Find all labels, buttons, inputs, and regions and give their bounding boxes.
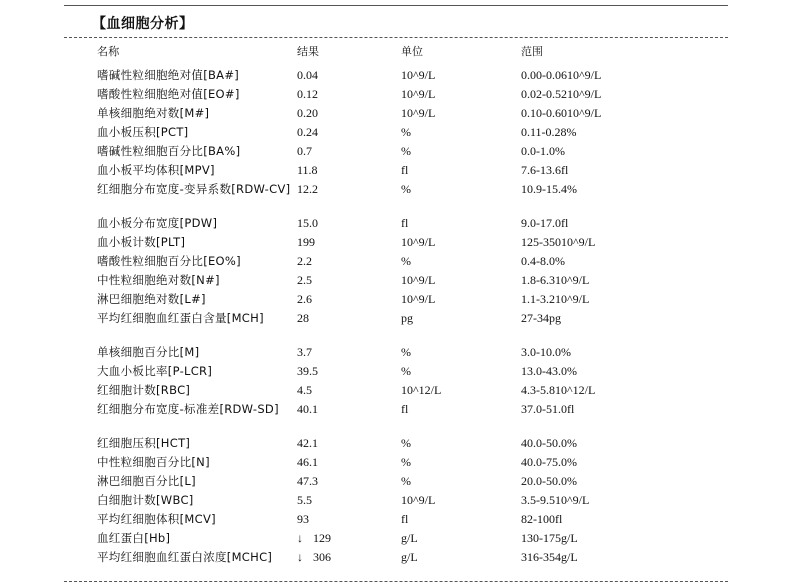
test-result: 93 bbox=[297, 512, 309, 526]
test-range: 1.1-3.210^9/L bbox=[521, 292, 590, 306]
results-table bbox=[0, 66, 793, 582]
table-row bbox=[0, 290, 793, 309]
test-unit: % bbox=[401, 254, 411, 268]
test-range: 20.0-50.0% bbox=[521, 474, 577, 488]
test-result-cell bbox=[297, 87, 318, 102]
table-row bbox=[0, 472, 793, 491]
test-result: 47.3 bbox=[297, 474, 318, 488]
test-result: 5.5 bbox=[297, 493, 312, 507]
test-name: 血小板分布宽度[PDW] bbox=[97, 216, 218, 230]
test-result: 199 bbox=[297, 235, 315, 249]
table-row bbox=[0, 510, 793, 529]
test-result-cell bbox=[297, 512, 309, 527]
test-name: 血小板平均体积[MPV] bbox=[97, 163, 215, 177]
table-row bbox=[0, 66, 793, 85]
table-row bbox=[0, 233, 793, 252]
table-row bbox=[0, 85, 793, 104]
test-name: 嗜碱性粒细胞百分比[BA%] bbox=[97, 144, 241, 158]
test-name: 淋巴细胞绝对数[L#] bbox=[97, 292, 206, 306]
table-row bbox=[0, 434, 793, 453]
test-result: 39.5 bbox=[297, 364, 318, 378]
table-row bbox=[0, 104, 793, 123]
test-result-cell bbox=[297, 383, 312, 398]
test-result: 306 bbox=[313, 550, 331, 564]
test-result: 0.20 bbox=[297, 106, 318, 120]
test-result-cell bbox=[297, 550, 331, 565]
bottom-divider bbox=[64, 581, 728, 582]
test-result: 0.7 bbox=[297, 144, 312, 158]
title-divider bbox=[64, 37, 728, 38]
test-result-cell bbox=[297, 364, 318, 379]
test-range: 130-175g/L bbox=[521, 531, 578, 545]
table-row bbox=[0, 142, 793, 161]
test-range: 3.0-10.0% bbox=[521, 345, 571, 359]
test-unit: % bbox=[401, 125, 411, 139]
table-row bbox=[0, 180, 793, 214]
table-row bbox=[0, 548, 793, 582]
test-unit: % bbox=[401, 144, 411, 158]
test-name: 红细胞分布宽度-标准差[RDW-SD] bbox=[97, 402, 279, 416]
test-result-cell bbox=[297, 68, 318, 83]
test-name: 嗜碱性粒细胞绝对值[BA#] bbox=[97, 68, 240, 82]
test-range: 316-354g/L bbox=[521, 550, 578, 564]
test-range: 9.0-17.0fl bbox=[521, 216, 569, 230]
test-result-cell bbox=[297, 436, 318, 451]
test-name: 血小板计数[PLT] bbox=[97, 235, 186, 249]
test-unit: 10^9/L bbox=[401, 493, 436, 507]
test-name: 中性粒细胞绝对数[N#] bbox=[97, 273, 220, 287]
test-result-cell bbox=[297, 163, 318, 178]
test-unit: % bbox=[401, 345, 411, 359]
test-range: 37.0-51.0fl bbox=[521, 402, 575, 416]
test-result: 129 bbox=[313, 531, 331, 545]
table-row bbox=[0, 123, 793, 142]
test-unit: fl bbox=[401, 402, 409, 416]
test-range: 27-34pg bbox=[521, 311, 561, 325]
test-result: 40.1 bbox=[297, 402, 318, 416]
test-unit: 10^9/L bbox=[401, 235, 436, 249]
test-name: 红细胞压积[HCT] bbox=[97, 436, 191, 450]
test-range: 40.0-75.0% bbox=[521, 455, 577, 469]
header-name: 名称 bbox=[97, 45, 120, 58]
test-range: 0.0-1.0% bbox=[521, 144, 565, 158]
test-result: 2.5 bbox=[297, 273, 312, 287]
test-range: 82-100fl bbox=[521, 512, 563, 526]
table-row bbox=[0, 161, 793, 180]
test-result: 0.04 bbox=[297, 68, 318, 82]
test-result: 12.2 bbox=[297, 182, 318, 196]
test-result-cell bbox=[297, 106, 318, 121]
test-result-cell bbox=[297, 531, 331, 546]
test-range: 0.10-0.6010^9/L bbox=[521, 106, 602, 120]
table-row bbox=[0, 309, 793, 343]
test-result: 0.24 bbox=[297, 125, 318, 139]
test-name: 红细胞分布宽度-变异系数[RDW-CV] bbox=[97, 182, 291, 196]
test-unit: fl bbox=[401, 216, 409, 230]
test-range: 125-35010^9/L bbox=[521, 235, 596, 249]
test-result-cell bbox=[297, 345, 312, 360]
test-name: 平均红细胞体积[MCV] bbox=[97, 512, 216, 526]
top-rule bbox=[64, 5, 728, 6]
test-result-cell bbox=[297, 455, 318, 470]
test-unit: % bbox=[401, 474, 411, 488]
test-range: 0.00-0.0610^9/L bbox=[521, 68, 602, 82]
test-result-cell bbox=[297, 144, 312, 159]
section-title: 【血细胞分析】 bbox=[92, 16, 194, 32]
test-name: 单核细胞绝对数[M#] bbox=[97, 106, 210, 120]
test-result: 2.6 bbox=[297, 292, 312, 306]
test-unit: fl bbox=[401, 163, 409, 177]
test-result: 11.8 bbox=[297, 163, 318, 177]
test-result-cell bbox=[297, 273, 312, 288]
test-range: 10.9-15.4% bbox=[521, 182, 577, 196]
test-unit: fl bbox=[401, 512, 409, 526]
test-result: 3.7 bbox=[297, 345, 312, 359]
test-result-cell bbox=[297, 235, 315, 250]
test-result: 15.0 bbox=[297, 216, 318, 230]
test-result: 4.5 bbox=[297, 383, 312, 397]
test-result-cell bbox=[297, 182, 318, 197]
test-name: 淋巴细胞百分比[L] bbox=[97, 474, 196, 488]
test-unit: % bbox=[401, 182, 411, 196]
test-range: 13.0-43.0% bbox=[521, 364, 577, 378]
table-row bbox=[0, 343, 793, 362]
test-result-cell bbox=[297, 493, 312, 508]
test-result-cell bbox=[297, 402, 318, 417]
table-row bbox=[0, 214, 793, 233]
table-row bbox=[0, 381, 793, 400]
table-row bbox=[0, 252, 793, 271]
table-row bbox=[0, 529, 793, 548]
test-result-cell bbox=[297, 125, 318, 140]
test-name: 平均红细胞血红蛋白浓度[MCHC] bbox=[97, 550, 273, 564]
test-result-cell bbox=[297, 311, 309, 326]
test-result: 42.1 bbox=[297, 436, 318, 450]
table-header bbox=[0, 43, 793, 59]
test-range: 7.6-13.6fl bbox=[521, 163, 569, 177]
table-row bbox=[0, 271, 793, 290]
test-result: 46.1 bbox=[297, 455, 318, 469]
test-result: 2.2 bbox=[297, 254, 312, 268]
test-range: 0.4-8.0% bbox=[521, 254, 565, 268]
header-result: 结果 bbox=[297, 45, 319, 58]
test-name: 嗜酸性粒细胞百分比[EO%] bbox=[97, 254, 241, 268]
test-name: 红细胞计数[RBC] bbox=[97, 383, 191, 397]
test-unit: % bbox=[401, 364, 411, 378]
test-name: 大血小板比率[P-LCR] bbox=[97, 364, 213, 378]
test-name: 中性粒细胞百分比[N] bbox=[97, 455, 210, 469]
test-unit: g/L bbox=[401, 550, 418, 564]
test-name: 血小板压积[PCT] bbox=[97, 125, 189, 139]
test-unit: 10^9/L bbox=[401, 68, 436, 82]
test-range: 0.11-0.28% bbox=[521, 125, 577, 139]
test-unit: 10^9/L bbox=[401, 106, 436, 120]
test-result-cell bbox=[297, 292, 312, 307]
table-row bbox=[0, 453, 793, 472]
test-unit: 10^12/L bbox=[401, 383, 442, 397]
test-unit: g/L bbox=[401, 531, 418, 545]
table-row bbox=[0, 400, 793, 434]
test-name: 平均红细胞血红蛋白含量[MCH] bbox=[97, 311, 264, 325]
arrow-down-icon: ↓ bbox=[297, 531, 303, 545]
test-unit: 10^9/L bbox=[401, 273, 436, 287]
test-result-cell bbox=[297, 474, 318, 489]
test-range: 3.5-9.510^9/L bbox=[521, 493, 590, 507]
table-row bbox=[0, 491, 793, 510]
test-name: 血红蛋白[Hb] bbox=[97, 531, 171, 545]
header-unit: 单位 bbox=[401, 45, 423, 58]
test-unit: 10^9/L bbox=[401, 87, 436, 101]
test-unit: % bbox=[401, 455, 411, 469]
test-unit: % bbox=[401, 436, 411, 450]
test-name: 白细胞计数[WBC] bbox=[97, 493, 194, 507]
test-range: 4.3-5.810^12/L bbox=[521, 383, 596, 397]
test-range: 1.8-6.310^9/L bbox=[521, 273, 590, 287]
test-result: 28 bbox=[297, 311, 309, 325]
test-range: 0.02-0.5210^9/L bbox=[521, 87, 602, 101]
test-range: 40.0-50.0% bbox=[521, 436, 577, 450]
test-unit: 10^9/L bbox=[401, 292, 436, 306]
table-row bbox=[0, 362, 793, 381]
test-unit: pg bbox=[401, 311, 413, 325]
test-name: 嗜酸性粒细胞绝对值[EO#] bbox=[97, 87, 240, 101]
header-range: 范围 bbox=[521, 45, 543, 58]
arrow-down-icon: ↓ bbox=[297, 550, 303, 564]
test-result: 0.12 bbox=[297, 87, 318, 101]
test-result-cell bbox=[297, 254, 312, 269]
test-name: 单核细胞百分比[M] bbox=[97, 345, 200, 359]
test-result-cell bbox=[297, 216, 318, 231]
